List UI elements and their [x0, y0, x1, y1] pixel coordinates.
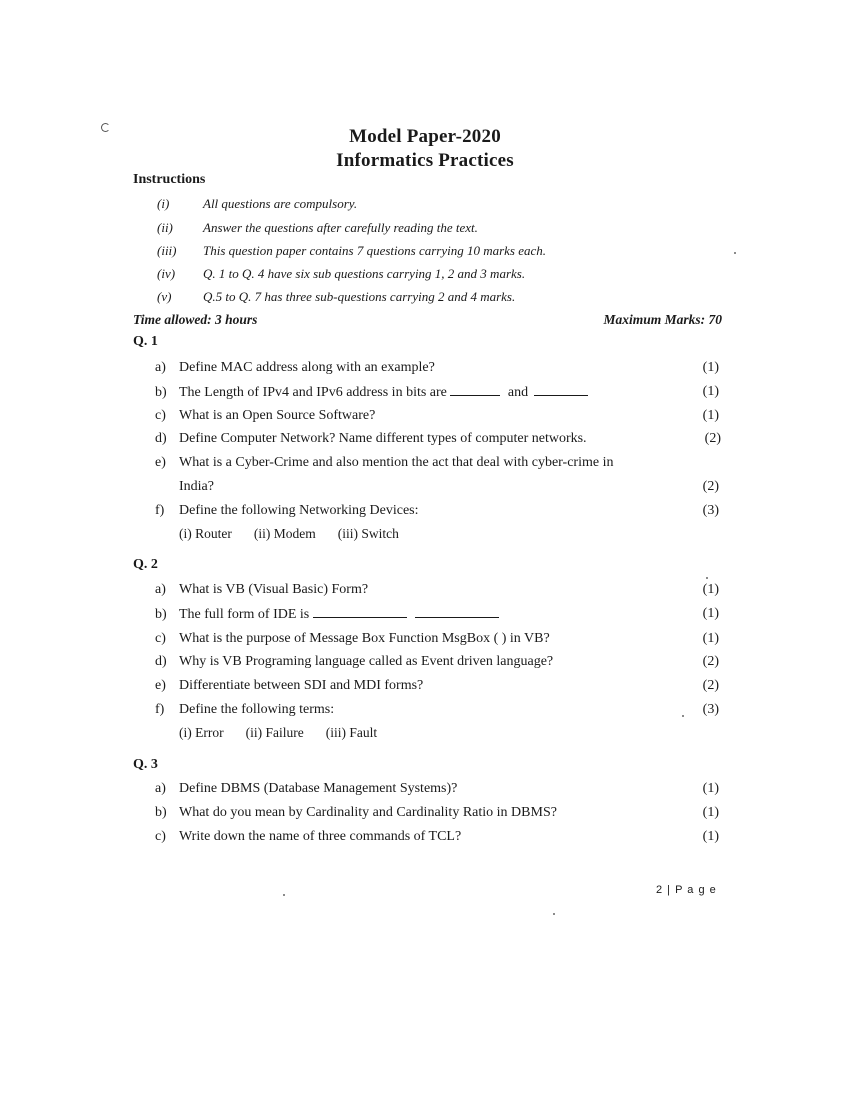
question-item [155, 631, 725, 647]
item-marks: (3) [702, 702, 719, 717]
item-label: d) [155, 431, 167, 446]
item-text: Define MAC address along with an example? [179, 360, 435, 375]
scan-speck [734, 252, 736, 254]
item-marks: (1) [702, 408, 719, 423]
question-item [155, 582, 725, 598]
item-text: What is the purpose of Message Box Function MsgBox ( ) in VB? [179, 631, 550, 646]
item-marks: (1) [702, 829, 719, 844]
maximum-marks: Maximum Marks: 70 [603, 312, 722, 327]
scan-speck [283, 894, 285, 896]
item-label: a) [155, 781, 166, 796]
item-text: What is a Cyber-Crime and also mention the act that deal with cyber-crime in [179, 455, 614, 470]
item-text: The Length of IPv4 and IPv6 address in bits are [179, 385, 447, 400]
item-text: What is VB (Visual Basic) Form? [179, 582, 369, 597]
question-item [155, 455, 725, 471]
item-marks: (1) [702, 384, 719, 399]
item-marks: (1) [702, 360, 719, 375]
item-marks: (1) [702, 582, 719, 597]
instruction-item [157, 196, 357, 212]
item-marks: (1) [702, 805, 719, 820]
instruction-text: This question paper contains 7 questions carrying 10 marks each. [203, 243, 547, 258]
instructions-heading: Instructions [133, 172, 206, 187]
instruction-text: Q. 1 to Q. 4 have six sub questions carrying 1, 2 and 3 marks. [203, 266, 526, 281]
option: (ii) Failure [245, 725, 304, 740]
instruction-number: (i) [157, 196, 170, 211]
instruction-number: (iv) [157, 266, 176, 281]
item-label: e) [155, 678, 166, 693]
item-text: Why is VB Programing language called as Event driven language? [179, 654, 554, 669]
question-item [155, 360, 725, 376]
answer-blank [415, 606, 499, 618]
scan-speck [553, 913, 555, 915]
item-marks: (3) [702, 503, 719, 518]
page-number-footer: 2 | P a g e [656, 884, 717, 896]
answer-blank [313, 606, 407, 618]
paper-subject: Informatics Practices [336, 150, 514, 171]
item-marks: (2) [702, 678, 719, 693]
question-item [155, 678, 725, 694]
scan-speck [682, 715, 684, 717]
instruction-text: Q.5 to Q. 7 has three sub-questions carrying 2 and 4 marks. [203, 289, 516, 304]
option: (iii) Fault [325, 725, 378, 740]
item-text: What do you mean by Cardinality and Cardinality Ratio in DBMS? [179, 805, 557, 820]
option: (ii) Modem [253, 526, 316, 541]
question-item [155, 654, 725, 670]
question-item [155, 503, 725, 519]
question-item [155, 781, 725, 797]
item-label: c) [155, 631, 166, 646]
instruction-item [157, 289, 515, 305]
instruction-number: (ii) [157, 220, 173, 235]
item-marks: (2) [702, 479, 719, 494]
item-label: d) [155, 654, 167, 669]
instruction-text: Answer the questions after carefully reading the text. [203, 220, 478, 235]
item-marks: (2) [702, 654, 719, 669]
item-label: e) [155, 455, 166, 470]
option: (i) Error [179, 725, 224, 740]
option: (iii) Switch [337, 526, 399, 541]
item-text: Write down the name of three commands of TCL? [179, 829, 462, 844]
item-marks: (1) [702, 606, 719, 621]
answer-blank [534, 384, 588, 396]
question-heading-q3: Q. 3 [133, 757, 158, 772]
item-label: a) [155, 582, 166, 597]
item-label: b) [155, 805, 167, 820]
item-text: What is an Open Source Software? [179, 408, 376, 423]
paper-title: Model Paper-2020 [349, 126, 501, 147]
instruction-item [157, 243, 546, 259]
item-text-joiner: and [507, 385, 529, 400]
question-item [155, 431, 725, 447]
instruction-item [157, 220, 478, 236]
item-text: Define the following terms: [179, 702, 335, 717]
item-label: c) [155, 408, 166, 423]
question-item [155, 408, 725, 424]
item-label: b) [155, 385, 167, 400]
item-label: a) [155, 360, 166, 375]
scan-speck [706, 577, 708, 579]
item-text: The full form of IDE is [179, 607, 310, 622]
answer-blank [450, 384, 500, 396]
item-label: f) [155, 503, 165, 518]
item-label: c) [155, 829, 166, 844]
question-item [155, 805, 725, 821]
sub-options [179, 526, 421, 542]
instruction-number: (v) [157, 289, 172, 304]
item-marks: (1) [702, 631, 719, 646]
question-item [155, 384, 725, 401]
instruction-text: All questions are compulsory. [203, 196, 358, 211]
item-label: b) [155, 607, 167, 622]
item-text: Define the following Networking Devices: [179, 503, 419, 518]
sub-options [179, 725, 399, 741]
item-marks: (1) [702, 781, 719, 796]
question-heading-q1: Q. 1 [133, 334, 158, 349]
item-text: Differentiate between SDI and MDI forms? [179, 678, 424, 693]
question-item [155, 606, 725, 623]
question-item [155, 702, 725, 718]
question-item [155, 829, 725, 845]
item-text: Define Computer Network? Name different types of computer networks. [179, 431, 587, 446]
question-heading-q2: Q. 2 [133, 557, 158, 572]
time-allowed: Time allowed: 3 hours [133, 312, 258, 327]
option: (i) Router [179, 526, 232, 541]
question-item-continuation [155, 479, 725, 495]
item-label: f) [155, 702, 165, 717]
item-marks: (2) [704, 431, 721, 446]
instruction-item [157, 266, 525, 282]
item-text: Define DBMS (Database Management Systems)? [179, 781, 458, 796]
instruction-number: (iii) [157, 243, 177, 258]
item-text: India? [179, 479, 214, 494]
